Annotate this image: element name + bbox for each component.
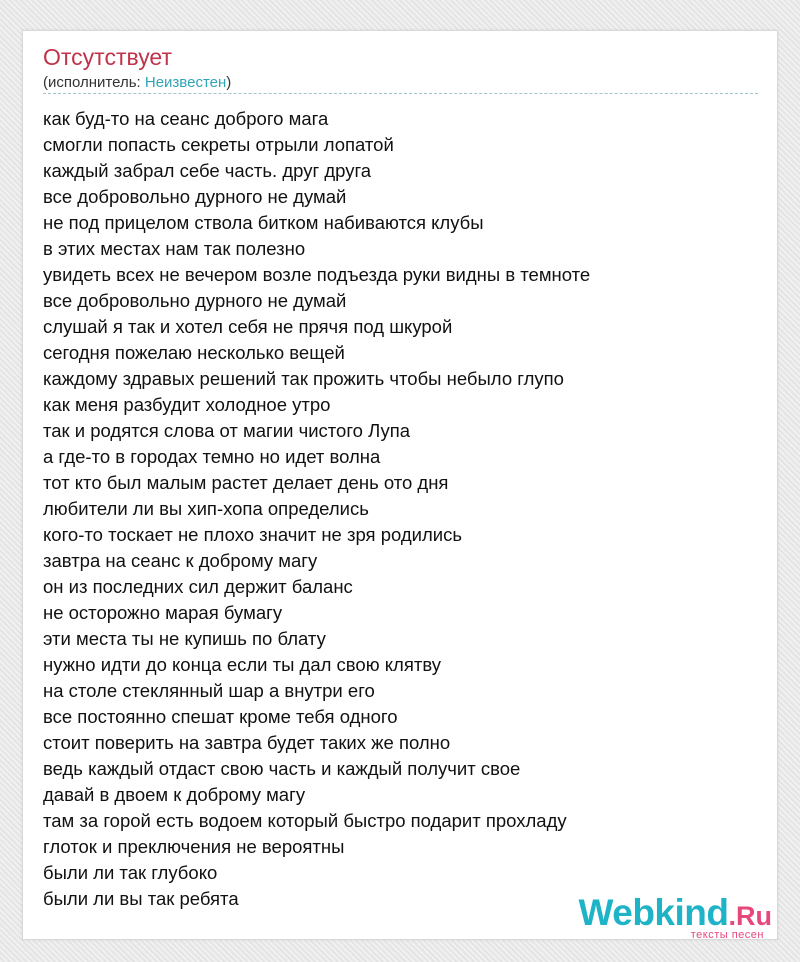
lyric-line: любители ли вы хип-хопа определись [43, 498, 369, 519]
lyric-line: так и родятся слова от магии чистого Лупа [43, 420, 411, 441]
lyric-line: завтра на сеанс к доброму магу [43, 550, 318, 571]
logo-main-text: Webkind [578, 892, 729, 933]
lyric-line: не осторожно марая бумагу [43, 602, 283, 623]
lyric-line: в этих местах нам так полезно [43, 238, 306, 259]
lyric-line: стоит поверить на завтра будет таких же полно [43, 732, 451, 753]
lyric-line: эти места ты не купишь по блату [43, 628, 326, 649]
lyric-line: кого-то тоскает не плохо значит не зря родились [43, 524, 463, 545]
lyric-line: были ли вы так ребята [43, 888, 239, 909]
lyric-line: сегодня пожелаю несколько вещей [43, 342, 345, 363]
lyric-line: каждому здравых решений так прожить чтобы небыло глупо [43, 368, 564, 389]
lyric-line: были ли так глубоко [43, 862, 218, 883]
lyrics-list [43, 106, 590, 912]
lyrics-card [22, 30, 778, 940]
lyric-line: на столе стеклянный шар а внутри его [43, 680, 375, 701]
lyric-line: там за горой есть водоем который быстро подарит прохладу [43, 810, 567, 831]
lyric-line: все добровольно дурного не думай [43, 290, 347, 311]
lyric-line: смогли попасть секреты отрыли лопатой [43, 134, 394, 155]
lyric-line: слушай я так и хотел себя не прячя под шкурой [43, 316, 453, 337]
logo-tagline: тексты песен [690, 929, 764, 941]
lyric-line: а где-то в городах темно но идет волна [43, 446, 381, 467]
artist-prefix: (исполнитель: [43, 74, 145, 91]
artist-suffix: ) [226, 74, 232, 91]
lyric-line: не под прицелом ствола битком набиваются клубы [43, 212, 484, 233]
lyric-line: он из последних сил держит баланс [43, 576, 353, 597]
lyric-line: как меня разбудит холодное утро [43, 394, 331, 415]
logo-tld: Ru [736, 901, 772, 931]
lyric-line: глоток и преключения не вероятны [43, 836, 345, 857]
lyric-line: увидеть всех не вечером возле подъезда руки видны в темноте [43, 264, 591, 285]
divider [43, 93, 758, 94]
lyric-line: тот кто был малым растет делает день ото дня [43, 472, 449, 493]
logo-dot: . [728, 901, 736, 931]
lyric-line: ведь каждый отдаст свою часть и каждый получит свое [43, 758, 521, 779]
artist-link[interactable]: Неизвестен [144, 74, 227, 91]
lyric-line: нужно идти до конца если ты дал свою клятву [43, 654, 441, 675]
webkind-logo[interactable] [578, 893, 772, 933]
song-title: Отсутствует [43, 44, 172, 70]
lyric-line: все постоянно спешат кроме тебя одного [43, 706, 398, 727]
lyric-line: как буд-то на сеанс доброго мага [43, 108, 329, 129]
artist-line [43, 73, 231, 93]
lyric-line: каждый забрал себе часть. друг друга [43, 160, 372, 181]
lyric-line: все добровольно дурного не думай [43, 186, 347, 207]
lyric-line: давай в двоем к доброму магу [43, 784, 306, 805]
